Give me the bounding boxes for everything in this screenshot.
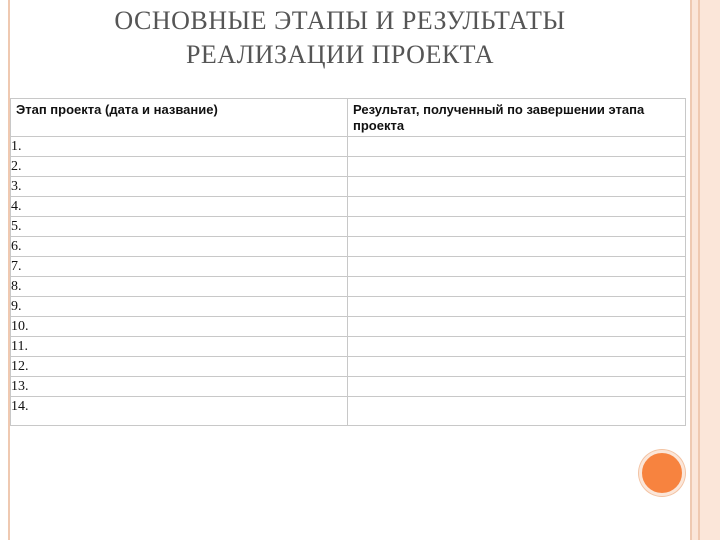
table-row	[11, 297, 686, 317]
table-row	[11, 237, 686, 257]
row-result-cell	[348, 397, 686, 426]
slide-title-line-1: ОСНОВНЫЕ ЭТАПЫ И РЕЗУЛЬТАТЫ	[114, 6, 566, 35]
row-number: 3.	[11, 177, 348, 197]
table-header-row	[11, 99, 686, 137]
row-number: 5.	[11, 217, 348, 237]
row-number: 6.	[11, 237, 348, 257]
row-result-cell	[348, 277, 686, 297]
slide-title	[60, 4, 620, 72]
row-result-cell	[348, 257, 686, 277]
stages-table	[10, 98, 686, 426]
table-row	[11, 137, 686, 157]
row-number: 11.	[11, 337, 348, 357]
table-row	[11, 217, 686, 237]
row-number: 13.	[11, 377, 348, 397]
row-result-cell	[348, 317, 686, 337]
frame-right-band	[690, 0, 720, 540]
row-number: 7.	[11, 257, 348, 277]
row-result-cell	[348, 377, 686, 397]
row-result-cell	[348, 177, 686, 197]
row-number: 1.	[11, 137, 348, 157]
row-number: 8.	[11, 277, 348, 297]
table-row	[11, 157, 686, 177]
table-row	[11, 377, 686, 397]
row-number: 9.	[11, 297, 348, 317]
table-row	[11, 357, 686, 377]
table-row	[11, 197, 686, 217]
row-result-cell	[348, 297, 686, 317]
row-result-cell	[348, 137, 686, 157]
row-number: 12.	[11, 357, 348, 377]
decorative-orange-circle	[639, 450, 685, 496]
table-row	[11, 177, 686, 197]
table-row	[11, 317, 686, 337]
row-result-cell	[348, 157, 686, 177]
header-result: Результат, полученный по завершении этапа проекта	[348, 99, 686, 137]
table-row	[11, 337, 686, 357]
slide-title-line-2: РЕАЛИЗАЦИИ ПРОЕКТА	[185, 40, 495, 69]
row-result-cell	[348, 357, 686, 377]
table-row	[11, 257, 686, 277]
row-number: 2.	[11, 157, 348, 177]
row-result-cell	[348, 197, 686, 217]
row-result-cell	[348, 217, 686, 237]
row-result-cell	[348, 237, 686, 257]
frame-right-line	[698, 0, 700, 540]
table-row	[11, 277, 686, 297]
table-row	[11, 397, 686, 426]
row-number: 4.	[11, 197, 348, 217]
row-number: 14.	[11, 397, 348, 426]
header-stage: Этап проекта (дата и название)	[11, 99, 348, 137]
row-result-cell	[348, 337, 686, 357]
row-number: 10.	[11, 317, 348, 337]
